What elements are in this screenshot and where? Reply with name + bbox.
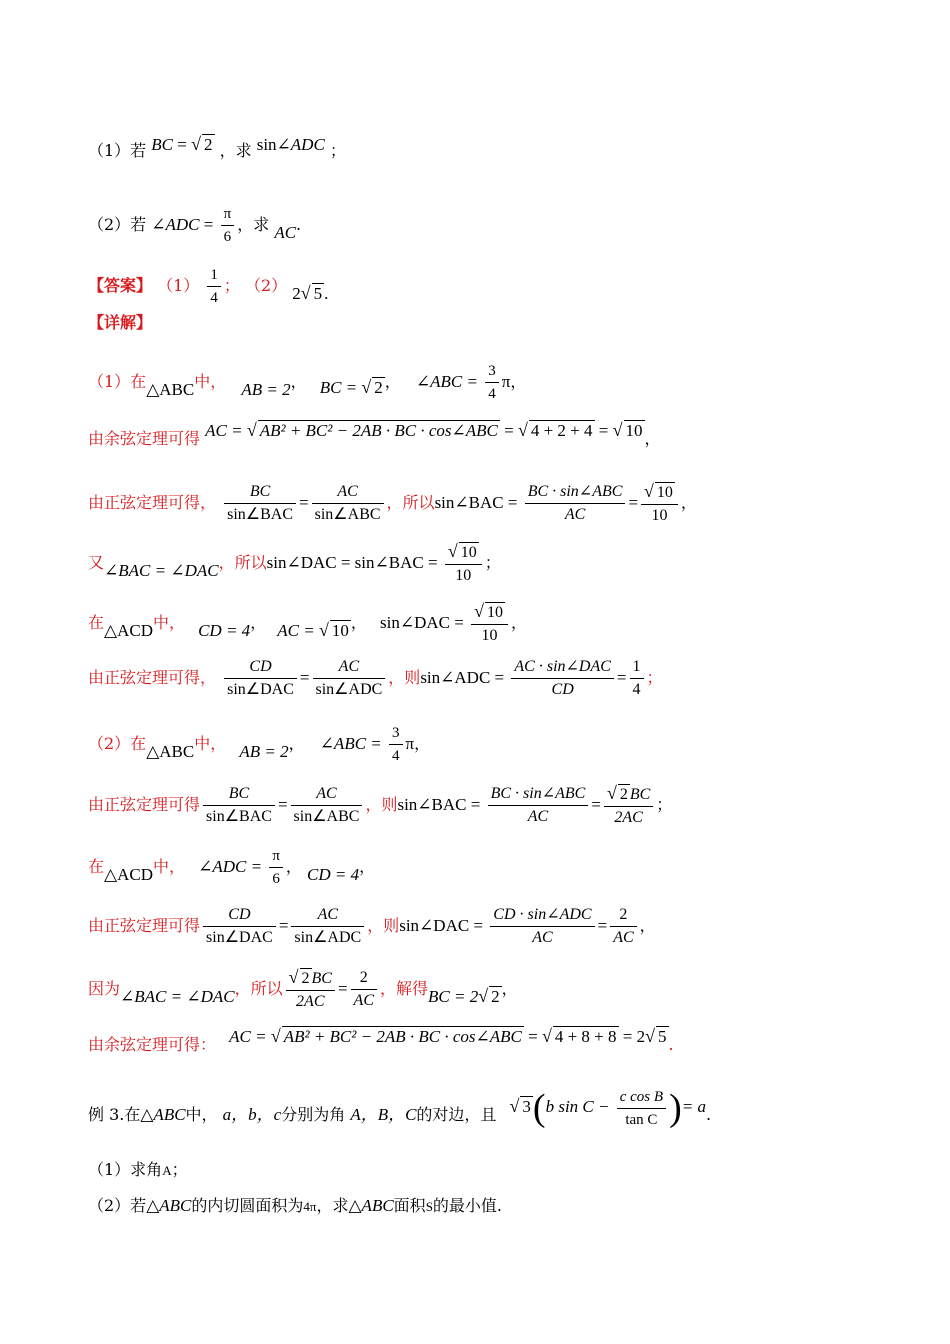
example-3-question-1: （1）求角A； bbox=[88, 1160, 188, 1179]
solution-line-7: （2）在△ABC中， AB = 2， ∠ABC = $\frac{3}{4}$ π， bbox=[88, 722, 890, 767]
solution-line-4: 又∠BAC = ∠DAC，所以sin∠DAC = sin∠BAC = $\frac{√ 10}{10}$ ； bbox=[88, 541, 501, 584]
solution-line-1: （1）在△ABC中， AB = 2， BC = √ 2 ， ∠ABC = $\frac{3}{4}$ π， bbox=[88, 360, 890, 405]
solution-line-12: 由余弦定理可得： AC = √ AB² + BC² − 2AB · BC · cos∠ABC = √ 4 + 8 + 8 = 2√ 5 . bbox=[88, 1026, 674, 1054]
solution-line-9: 在△ACD中， ∠ADC = $\frac{\pi}{6}$ ， CD = 4， bbox=[88, 845, 890, 890]
solution-line-2: 由余弦定理可得 AC = √ AB² + BC² − 2AB · BC · cos∠ABC = √ 4 + 2 + 4 = √ 10 ， bbox=[88, 420, 661, 448]
question-1: （1）若 BC = √ 2 ，求 sin∠ADC ； bbox=[88, 134, 346, 160]
example-3: 例 3.在△ABC中， a，b，c分别为角 A，B，C的对边，且 √ 3(b sin C − $\frac{\text{c cos B}}{\text{tan C}}$ )= a. bbox=[88, 1087, 712, 1130]
example-3-question-2: （2）若△ABC的内切圆面积为4π，求△ABC面积S的最小值. bbox=[88, 1196, 503, 1215]
solution-line-11: 因为∠BAC = ∠DAC，所以 $\frac{√ 2 BC}{2AC}$ = $\frac{2}{AC}$ ，解得BC = 2√ 2 ， bbox=[88, 967, 518, 1010]
question-2: （2）若 ∠ADC = $\frac{\pi}{6}$ ，求 AC. bbox=[88, 203, 890, 248]
detail-heading: 【详解】 bbox=[88, 313, 153, 332]
answer-line: 【答案】 （1） $\frac{1}{4}$ ； （2） 2√ 5 . bbox=[88, 264, 890, 309]
solution-line-3: 由正弦定理可得， $\frac{BC}{\text{sin∠BAC}}$ = $\frac{AC}{\text{sin∠ABC}}$ ，所以sin∠BAC = $\frac{\text{BC · sin∠ABC}}{AC}$ = $\frac{√ 10}{10}$ ， bbox=[88, 481, 697, 524]
solution-line-5: 在△ACD中， CD = 4， AC = √ 10 ， sin∠DAC = $\frac{√ 10}{10}$ ， bbox=[88, 601, 527, 644]
solution-line-8: 由正弦定理可得 $\frac{BC}{\text{sin∠BAC}}$ = $\frac{AC}{\text{sin∠ABC}}$ ，则sin∠BAC = $\frac{\text{BC · sin∠ABC}}{AC}$ = $\frac{√ 2 BC}{2AC}$ ； bbox=[88, 783, 673, 826]
solution-line-10: 由正弦定理可得 $\frac{CD}{\text{sin∠DAC}}$ = $\frac{AC}{\text{sin∠ADC}}$ ，则sin∠DAC = $\frac{\text{CD · sin∠ADC}}{AC}$ = $\frac{2}{AC}$ ， bbox=[88, 906, 656, 946]
solution-line-6: 由正弦定理可得， $\frac{CD}{\text{sin∠DAC}}$ = $\frac{AC}{\text{sin∠ADC}}$ ，则sin∠ADC = $\frac{\text{AC · sin∠DAC}}{CD}$ = $\frac{1}{4}$ ； bbox=[88, 658, 663, 698]
